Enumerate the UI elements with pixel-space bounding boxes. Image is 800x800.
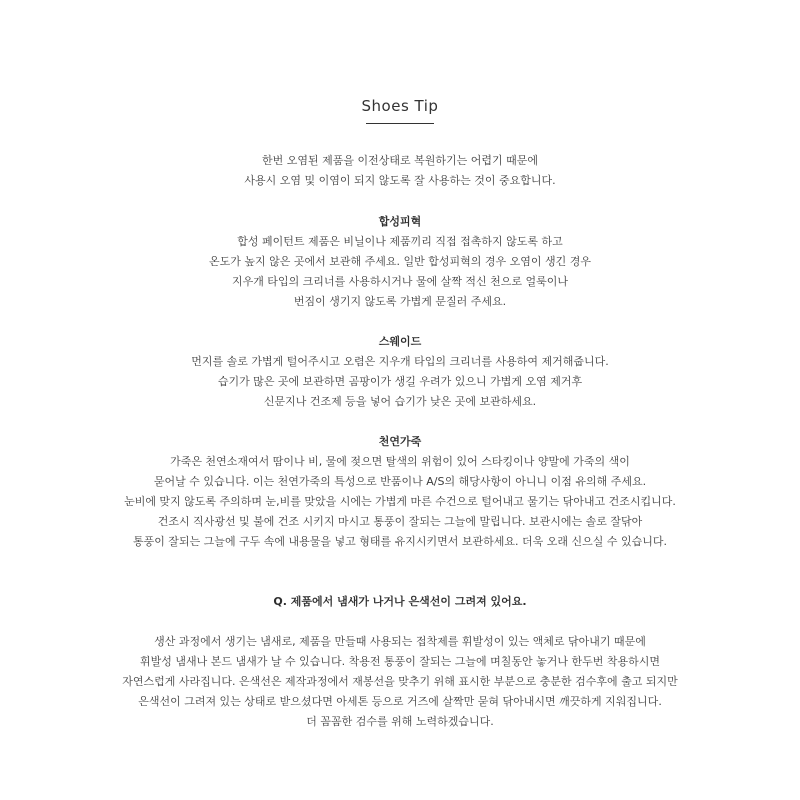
section-natural-leather xyxy=(0,432,800,552)
section-line: 통풍이 잘되는 그늘에 구두 속에 내용물을 넣고 형태를 유지시키면서 보관하세요. 더욱 오래 신으실 수 있습니다. xyxy=(132,535,668,548)
faq-question xyxy=(0,592,800,612)
answer-line: 휘발성 냄새나 본드 냄새가 날 수 있습니다. 착용전 통풍이 잘되는 그늘에 며칠동안 놓거나 한두번 착용하시면 xyxy=(140,655,660,668)
section-heading: 스웨이드 xyxy=(378,335,422,348)
section-line: 번짐이 생기지 않도록 가볍게 문질러 주세요. xyxy=(293,295,507,308)
section-line: 먼지를 솔로 가볍게 털어주시고 오렴은 지우개 타입의 크리너를 사용하여 제거해줍니다. xyxy=(191,355,609,368)
section-line: 지우개 타입의 크리너를 사용하시거나 물에 살짝 적신 천으로 얼룩이나 xyxy=(231,275,569,288)
answer-line: 더 꼼꼼한 검수를 위해 노력하겠습니다. xyxy=(306,715,494,728)
section-line: 신문지나 건조제 등을 넣어 습기가 낮은 곳에 보관하세요. xyxy=(263,395,537,408)
section-heading: 합성피혁 xyxy=(378,215,422,228)
section-line: 눈비에 맞지 않도록 주의하며 눈,비를 맞았을 시에는 가볍게 마른 수건으로 털어내고 물기는 닦아내고 건조시킵니다. xyxy=(124,495,676,508)
answer-line: 생산 과정에서 생기는 냄새로, 제품을 만들때 사용되는 접착제를 휘발성이 있는 액체로 닦아내기 때문에 xyxy=(154,635,646,648)
section-line: 건조시 직사광선 및 불에 건조 시키지 마시고 통풍이 잘되는 그늘에 말립니다. 보관시에는 솔로 잘닦아 xyxy=(157,515,643,528)
section-line: 묻어날 수 있습니다. 이는 천연가죽의 특성으로 반품이나 A/S의 해당사항이 아니니 이점 유의해 주세요. xyxy=(153,475,647,488)
intro-block xyxy=(0,151,800,191)
section-line: 온도가 높지 않은 곳에서 보관해 주세요. 일반 합성피혁의 경우 오염이 생긴 경우 xyxy=(209,255,591,268)
question-text: Q. 제품에서 냄새가 나거나 은색선이 그려져 있어요. xyxy=(273,595,527,608)
section-heading: 천연가죽 xyxy=(378,435,422,448)
intro-line: 사용시 오염 및 이염이 되지 않도록 잘 사용하는 것이 중요합니다. xyxy=(244,174,556,187)
section-line: 합성 페이턴트 제품은 비닐이나 제품끼리 직접 접촉하지 않도록 하고 xyxy=(237,235,563,248)
section-synthetic-leather xyxy=(0,212,800,312)
faq-answer xyxy=(0,632,800,732)
section-suede xyxy=(0,332,800,412)
intro-line: 한번 오염된 제품을 이전상태로 복원하기는 어렵기 때문에 xyxy=(261,154,538,167)
answer-line: 자연스럽게 사라집니다. 은색선은 제작과정에서 재봉선을 맞추기 위해 표시한 부분으로 충분한 검수후에 출고 되지만 xyxy=(122,675,678,688)
page-title: Shoes Tip xyxy=(361,97,439,115)
section-line: 습기가 많은 곳에 보관하면 곰팡이가 생길 우려가 있으니 가볍게 오염 제거후 xyxy=(217,375,583,388)
answer-line: 은색선이 그려져 있는 상태로 받으셨다면 아세톤 등으로 거즈에 살짝만 묻혀 닦아내시면 깨끗하게 지워집니다. xyxy=(138,695,662,708)
title-underline xyxy=(366,123,434,124)
section-line: 가죽은 천연소재여서 땀이나 비, 물에 젖으면 탈색의 위험이 있어 스타킹이나 양말에 가죽의 색이 xyxy=(170,455,630,468)
